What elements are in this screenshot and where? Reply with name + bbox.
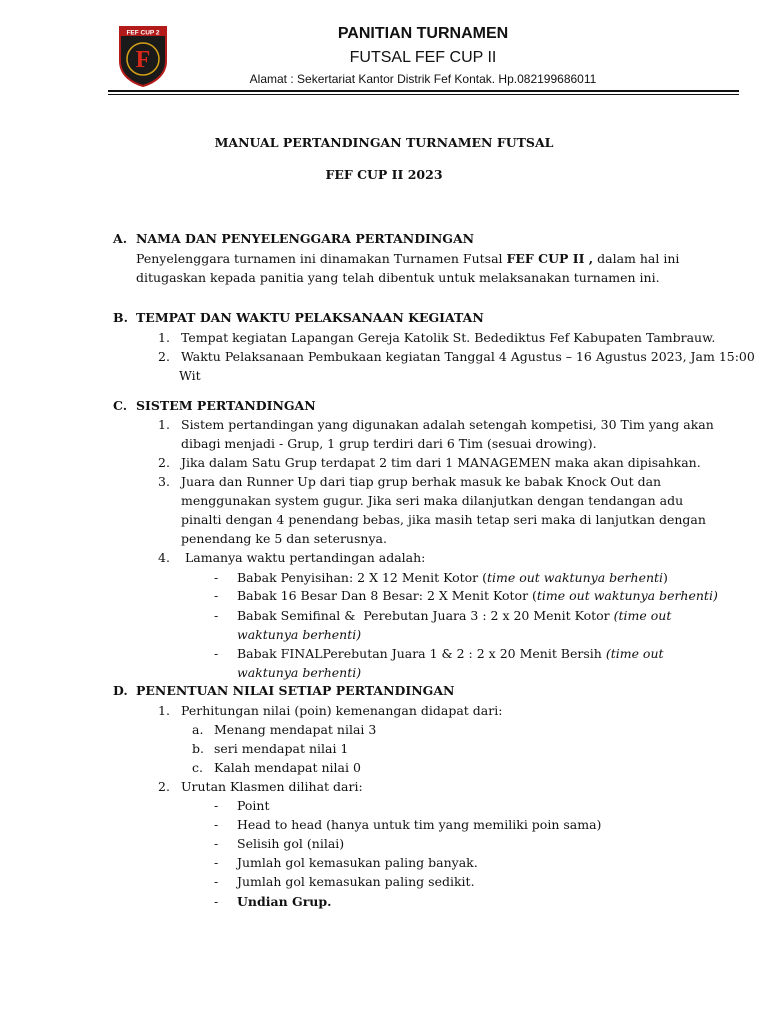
section-b-letter: B. [113, 310, 128, 325]
list-item: Lamanya waktu pertandingan adalah: [181, 550, 426, 565]
list-item-continuation: penendang ke 5 dan seterusnya. [181, 531, 387, 546]
letterhead-rule-thick [108, 90, 739, 92]
sub-letter: b. [192, 741, 204, 756]
sub-letter: c. [192, 760, 203, 775]
dash-bullet: - [214, 608, 219, 623]
section-a-text-end: dalam hal ini [593, 251, 680, 266]
list-number: 2. [158, 455, 170, 470]
sub-letter: a. [192, 722, 204, 737]
ranking-criterion: Jumlah gol kemasukan paling banyak. [237, 855, 478, 870]
list-item: Jika dalam Satu Grup terdapat 2 tim dari 1 MANAGEMEN maka akan dipisahkan. [181, 455, 701, 470]
points-item: seri mendapat nilai 1 [214, 741, 349, 756]
letterhead-address: Alamat : Sekertariat Kantor Distrik Fef Kontak. Hp.082199686011 [249, 72, 597, 86]
duration-text: Babak Semifinal & Perebutan Juara 3 : 2 x 20 Menit Kotor [237, 608, 614, 623]
duration-note-continuation: waktunya berhenti) [237, 627, 362, 642]
duration-item [237, 646, 664, 662]
letterhead-subtitle: FUTSAL FEF CUP II [349, 49, 497, 66]
section-c-heading: SISTEM PERTANDINGAN [136, 398, 316, 413]
duration-note-continuation: waktunya berhenti) [237, 665, 362, 680]
letterhead-title: PANITIAN TURNAMEN [337, 25, 509, 42]
document-subtitle: FEF CUP II 2023 [325, 167, 443, 182]
dash-bullet: - [214, 588, 219, 603]
list-item: Juara dan Runner Up dari tiap grup berhak masuk ke babak Knock Out dan [181, 474, 662, 489]
list-number: 1. [158, 417, 170, 432]
duration-note: time out waktunya berhenti [486, 570, 664, 585]
duration-item [237, 570, 668, 586]
ranking-criterion: Point [237, 798, 270, 813]
duration-item [237, 588, 718, 604]
duration-close: ) [663, 570, 668, 585]
section-c-letter: C. [113, 398, 128, 413]
dash-bullet: - [214, 570, 219, 585]
list-item-continuation: Wit [179, 368, 201, 383]
list-item: Urutan Klasmen dilihat dari: [181, 779, 363, 794]
section-a-heading: NAMA DAN PENYELENGGARA PERTANDINGAN [136, 231, 475, 246]
dash-bullet: - [214, 894, 219, 909]
section-a-paragraph-line2: ditugaskan kepada panitia yang telah dibentuk untuk melaksanakan turnamen ini. [136, 270, 660, 285]
duration-note: time out waktunya berhenti) [536, 588, 718, 603]
list-item-continuation: menggunakan system gugur. Jika seri maka dilanjutkan dengan tendangan adu [181, 493, 684, 508]
points-item: Menang mendapat nilai 3 [214, 722, 377, 737]
list-item-continuation: pinalti dengan 4 penendang bebas, jika masih tetap seri maka di lanjutkan dengan [181, 512, 706, 527]
list-item: Waktu Pelaksanaan Pembukaan kegiatan Tanggal 4 Agustus – 16 Agustus 2023, Jam 15:00 [181, 349, 755, 364]
dash-bullet: - [214, 874, 219, 889]
list-item-continuation: dibagi menjadi - Grup, 1 grup terdiri dari 6 Tim (sesuai drowing). [181, 436, 597, 451]
duration-text: Babak Penyisihan: 2 X 12 Menit Kotor ( [237, 570, 487, 585]
ranking-criterion: Undian Grup. [237, 894, 332, 909]
section-a-letter: A. [113, 231, 128, 246]
logo-text: FEF CUP 2 [126, 29, 160, 37]
list-item: Perhitungan nilai (poin) kemenangan didapat dari: [181, 703, 503, 718]
duration-text: Babak FINALPerebutan Juara 1 & 2 : 2 x 20 Menit Bersih [237, 646, 606, 661]
duration-note: (time out [605, 646, 664, 661]
dash-bullet: - [214, 798, 219, 813]
points-item: Kalah mendapat nilai 0 [214, 760, 361, 775]
list-number: 4. [158, 550, 170, 565]
section-a-text: Penyelenggara turnamen ini dinamakan Turnamen Futsal [136, 251, 507, 266]
logo-mark: F [135, 47, 151, 73]
list-number: 1. [158, 330, 170, 345]
section-d-letter: D. [113, 683, 128, 698]
list-number: 2. [158, 779, 170, 794]
duration-text: Babak 16 Besar Dan 8 Besar: 2 X Menit Kotor ( [237, 588, 537, 603]
section-a-paragraph-line1 [136, 251, 679, 267]
ranking-criterion: Selisih gol (nilai) [237, 836, 345, 851]
section-b-heading: TEMPAT DAN WAKTU PELAKSANAAN KEGIATAN [136, 310, 484, 325]
document-title: MANUAL PERTANDINGAN TURNAMEN FUTSAL [214, 135, 554, 150]
dash-bullet: - [214, 855, 219, 870]
event-name: FEF CUP II , [506, 251, 594, 266]
section-d-heading: PENENTUAN NILAI SETIAP PERTANDINGAN [136, 683, 455, 698]
letterhead-rule-thin [108, 94, 739, 95]
duration-item [237, 608, 671, 624]
ranking-criterion: Head to head (hanya untuk tim yang memiliki poin sama) [237, 817, 602, 832]
duration-note: (time out [613, 608, 672, 623]
dash-bullet: - [214, 817, 219, 832]
ranking-criterion: Jumlah gol kemasukan paling sedikit. [237, 874, 475, 889]
list-item: Sistem pertandingan yang digunakan adalah setengah kompetisi, 30 Tim yang akan [181, 417, 714, 432]
dash-bullet: - [214, 646, 219, 661]
list-number: 3. [158, 474, 170, 489]
dash-bullet: - [214, 836, 219, 851]
list-number: 1. [158, 703, 170, 718]
list-item: Tempat kegiatan Lapangan Gereja Katolik St. Bedediktus Fef Kabupaten Tambrauw. [181, 330, 716, 345]
list-number: 2. [158, 349, 170, 364]
